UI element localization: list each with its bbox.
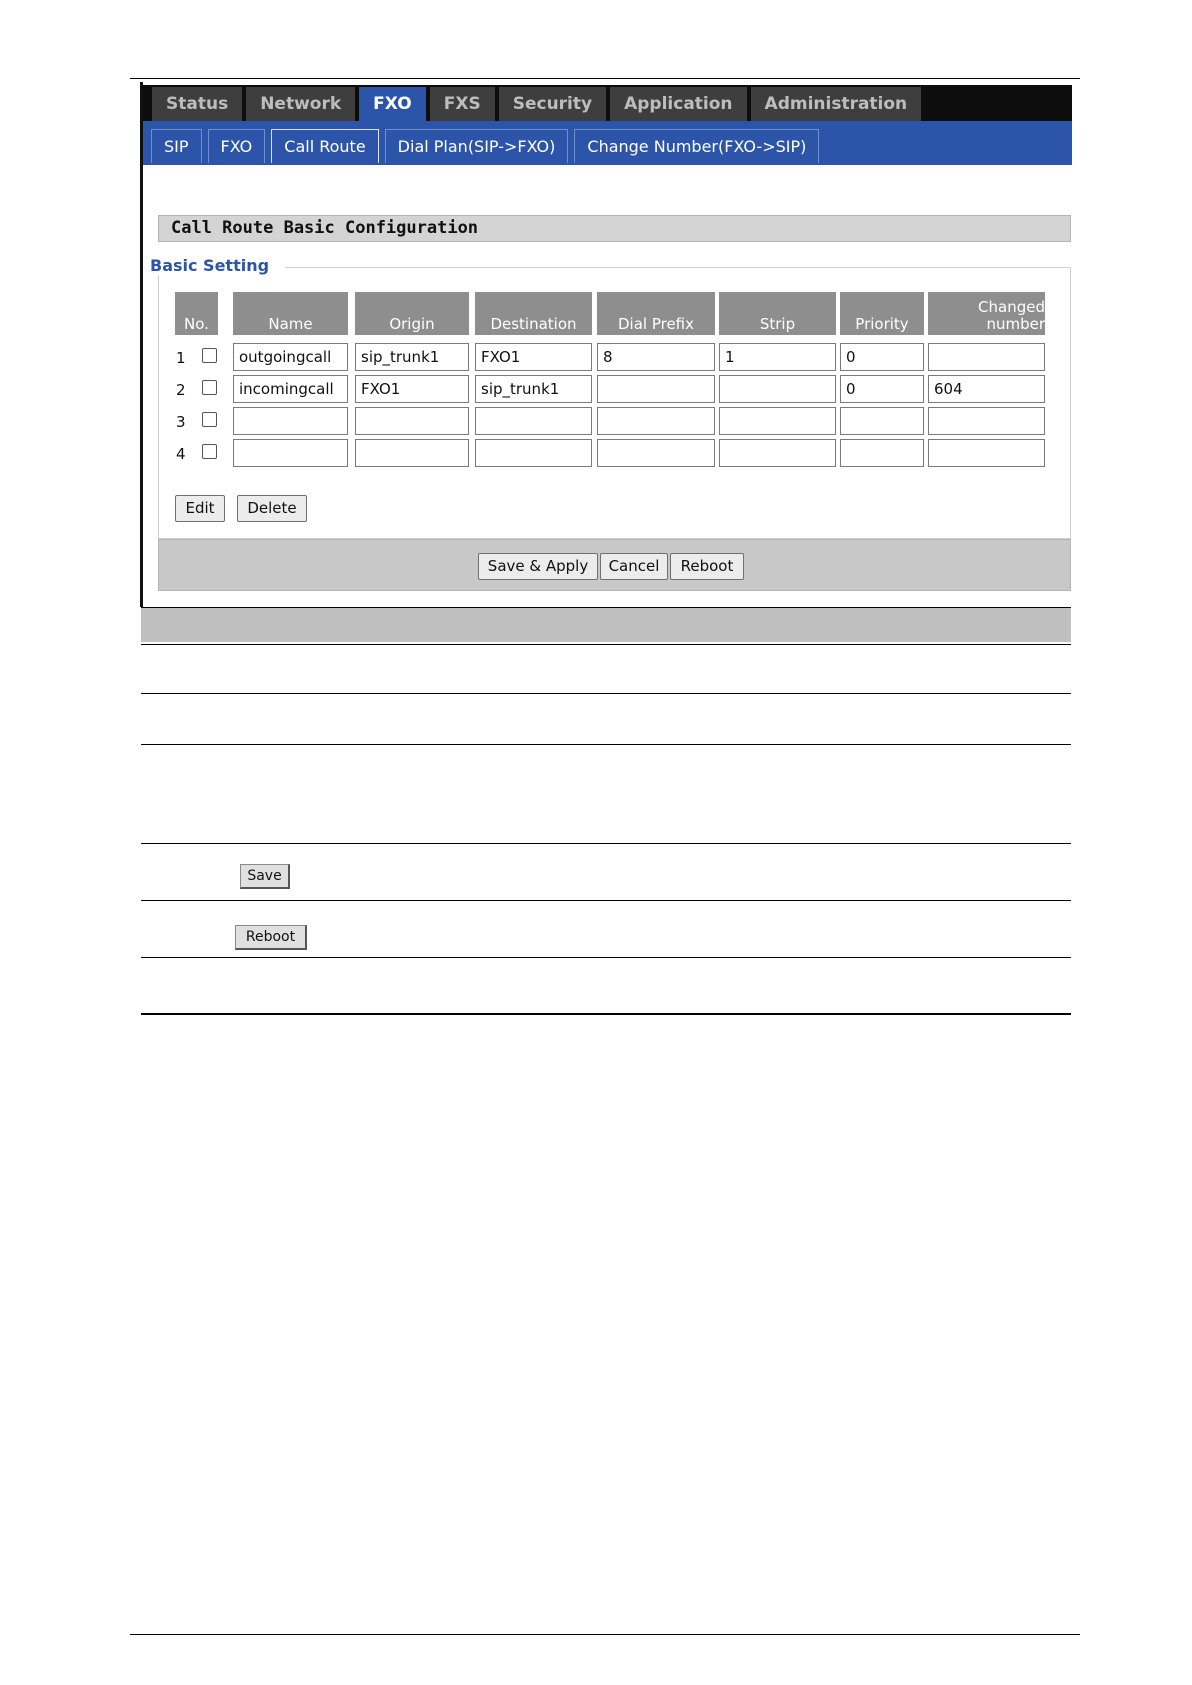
field-name[interactable] xyxy=(233,439,348,467)
page-bottom-rule xyxy=(130,1634,1080,1635)
field-changed[interactable] xyxy=(928,343,1045,371)
section-title: Call Route Basic Configuration xyxy=(158,215,1071,242)
reboot-button[interactable]: Reboot xyxy=(670,553,744,580)
cancel-button[interactable]: Cancel xyxy=(600,553,668,580)
field-destination[interactable]: sip_trunk1 xyxy=(475,375,592,403)
col-header-dial-prefix: Dial Prefix xyxy=(597,292,715,335)
subtab-sip[interactable]: SIP xyxy=(151,129,202,163)
main-tab-bar xyxy=(143,85,1072,121)
doc-row-line xyxy=(141,644,1071,645)
row-select-checkbox[interactable] xyxy=(202,444,217,459)
field-strip[interactable] xyxy=(719,439,836,467)
tab-administration[interactable]: Administration xyxy=(751,87,922,121)
field-name[interactable]: outgoingcall xyxy=(233,343,348,371)
doc-row-line xyxy=(141,957,1071,958)
fieldset-legend: Basic Setting xyxy=(150,256,285,275)
field-destination[interactable]: FXO1 xyxy=(475,343,592,371)
subtab-fxo[interactable]: FXO xyxy=(208,129,266,163)
row-number: 1 xyxy=(176,349,186,367)
field-origin[interactable]: FXO1 xyxy=(355,375,469,403)
field-strip[interactable]: 1 xyxy=(719,343,836,371)
subtab-change-number[interactable]: Change Number(FXO->SIP) xyxy=(574,129,819,163)
col-header-origin: Origin xyxy=(355,292,469,335)
sub-tab-bar xyxy=(143,121,1072,165)
row-select-checkbox[interactable] xyxy=(202,412,217,427)
row-number: 2 xyxy=(176,381,186,399)
field-changed[interactable]: 604 xyxy=(928,375,1045,403)
tab-fxo[interactable]: FXO xyxy=(359,87,426,121)
row-number: 4 xyxy=(176,445,186,463)
field-priority[interactable]: 0 xyxy=(840,375,924,403)
subtab-call-route[interactable]: Call Route xyxy=(271,129,378,163)
doc-table-bottom-line xyxy=(141,1013,1071,1015)
tab-security[interactable]: Security xyxy=(499,87,606,121)
doc-reboot-button[interactable]: Reboot xyxy=(235,925,307,950)
col-header-destination: Destination xyxy=(475,292,592,335)
tab-status[interactable]: Status xyxy=(152,87,242,121)
row-select-checkbox[interactable] xyxy=(202,380,217,395)
field-name[interactable] xyxy=(233,407,348,435)
field-origin[interactable]: sip_trunk1 xyxy=(355,343,469,371)
edit-button[interactable]: Edit xyxy=(175,495,225,522)
tab-application[interactable]: Application xyxy=(610,87,746,121)
doc-table-header xyxy=(141,608,1071,642)
field-dial-prefix[interactable] xyxy=(597,407,715,435)
field-priority[interactable] xyxy=(840,407,924,435)
field-dial-prefix[interactable] xyxy=(597,439,715,467)
col-header-strip: Strip xyxy=(719,292,836,335)
field-origin[interactable] xyxy=(355,439,469,467)
field-changed[interactable] xyxy=(928,439,1045,467)
field-name[interactable]: incomingcall xyxy=(233,375,348,403)
tab-fxs[interactable]: FXS xyxy=(430,87,495,121)
col-header-changed-number xyxy=(928,292,1045,335)
field-dial-prefix[interactable]: 8 xyxy=(597,343,715,371)
col-header-changed-line2: number xyxy=(986,315,1045,333)
col-header-no: No. xyxy=(175,292,218,335)
field-strip[interactable] xyxy=(719,407,836,435)
save-apply-button[interactable]: Save & Apply xyxy=(478,553,598,580)
doc-row-line xyxy=(141,693,1071,694)
subtab-dial-plan[interactable]: Dial Plan(SIP->FXO) xyxy=(385,129,569,163)
doc-save-button[interactable]: Save xyxy=(240,864,290,889)
field-dial-prefix[interactable] xyxy=(597,375,715,403)
col-header-changed-line1: Changed xyxy=(978,298,1045,316)
row-number: 3 xyxy=(176,413,186,431)
field-destination[interactable] xyxy=(475,439,592,467)
field-changed[interactable] xyxy=(928,407,1045,435)
field-origin[interactable] xyxy=(355,407,469,435)
doc-row-line xyxy=(141,744,1071,745)
field-priority[interactable] xyxy=(840,439,924,467)
tab-network[interactable]: Network xyxy=(246,87,355,121)
doc-row-line xyxy=(141,843,1071,844)
col-header-name: Name xyxy=(233,292,348,335)
delete-button[interactable]: Delete xyxy=(237,495,307,522)
field-priority[interactable]: 0 xyxy=(840,343,924,371)
field-strip[interactable] xyxy=(719,375,836,403)
row-select-checkbox[interactable] xyxy=(202,348,217,363)
doc-row-line xyxy=(141,900,1071,901)
page-top-rule xyxy=(130,78,1080,79)
col-header-priority: Priority xyxy=(840,292,924,335)
field-destination[interactable] xyxy=(475,407,592,435)
